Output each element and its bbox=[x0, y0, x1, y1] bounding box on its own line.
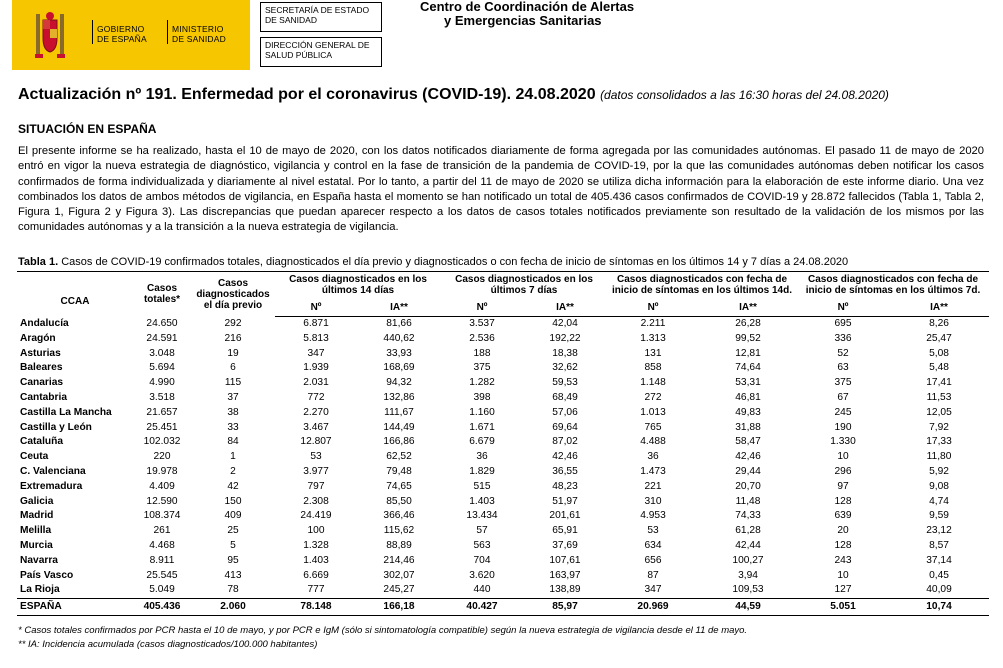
table-cell: 192,22 bbox=[549, 332, 581, 344]
subheader-count: Nº bbox=[275, 298, 357, 317]
table-cell: 42,44 bbox=[735, 539, 761, 551]
table-cell: 3.977 bbox=[303, 465, 329, 477]
table-cell: 12,05 bbox=[926, 406, 952, 418]
table-cell: 138,89 bbox=[549, 584, 581, 596]
table-cell: 440,62 bbox=[383, 332, 415, 344]
table-cell: 36 bbox=[647, 451, 659, 463]
table-cell: 1.473 bbox=[640, 465, 666, 477]
region-name: Extremadura bbox=[20, 480, 83, 492]
table-cell: 25,47 bbox=[926, 332, 952, 344]
region-name: Canarias bbox=[20, 377, 64, 389]
table-cell: 2.031 bbox=[303, 377, 329, 389]
table-cell: 25.451 bbox=[146, 421, 178, 433]
table-cell: 20 bbox=[837, 525, 849, 537]
table-cell: 4.409 bbox=[149, 480, 175, 492]
table-cell: 52 bbox=[837, 347, 849, 359]
table-cell: 375 bbox=[834, 377, 852, 389]
region-name: Cataluña bbox=[20, 436, 64, 448]
region-name: Aragón bbox=[20, 332, 56, 344]
table-cell: 57,06 bbox=[552, 406, 578, 418]
table-cell: 87,02 bbox=[552, 436, 578, 448]
table-row bbox=[17, 524, 989, 539]
table-cell: 24.650 bbox=[146, 317, 178, 329]
table-cell: 62,52 bbox=[386, 451, 412, 463]
table-cell: 94,32 bbox=[386, 377, 412, 389]
table-cell: 102.032 bbox=[143, 436, 181, 448]
footnote-total-cases: * Casos totales confirmados por PCR hasta el 10 de mayo, y por PCR e IgM (sólo si sintomatología compatible) según la nueva estrategia de vigilancia desde el 11 de mayo. bbox=[18, 625, 748, 636]
table-cell: 765 bbox=[644, 421, 662, 433]
table-cell: 220 bbox=[153, 451, 171, 463]
total-cell: 2.060 bbox=[191, 599, 275, 616]
table-cell: 1.148 bbox=[640, 377, 666, 389]
page-title-subtitle: (datos consolidados a las 16:30 horas del 24.08.2020) bbox=[600, 88, 889, 102]
table-cell: 5.049 bbox=[149, 584, 175, 596]
table-cell: 79,48 bbox=[386, 465, 412, 477]
region-name: Navarra bbox=[20, 554, 58, 566]
covid-cases-table bbox=[17, 271, 989, 616]
table-row bbox=[17, 391, 989, 406]
table-row bbox=[17, 317, 989, 332]
table-cell: 245 bbox=[834, 406, 852, 418]
table-cell: 61,28 bbox=[735, 525, 761, 537]
region-name: Asturias bbox=[20, 347, 61, 359]
table-cell: 69,64 bbox=[552, 421, 578, 433]
table-cell: 37 bbox=[227, 391, 239, 403]
table-cell: 292 bbox=[224, 317, 242, 329]
table-cell: 2.211 bbox=[640, 318, 666, 329]
ministry-label bbox=[172, 24, 226, 44]
table-cell: 347 bbox=[644, 584, 662, 596]
header-last-7-days: Casos diagnosticados en los últimos 7 días bbox=[441, 272, 607, 299]
table-cell: 100 bbox=[307, 525, 325, 537]
table-row bbox=[17, 332, 989, 347]
table-cell: 398 bbox=[473, 391, 491, 403]
table-cell: 84 bbox=[227, 436, 239, 448]
table-cell: 111,67 bbox=[384, 406, 414, 418]
page-title-main: Actualización nº 191. Enfermedad por el coronavirus (COVID-19). 24.08.2020 bbox=[18, 86, 596, 103]
table-cell: 42,46 bbox=[552, 451, 578, 463]
table-cell: 5 bbox=[230, 539, 236, 551]
subheader-count: Nº bbox=[607, 298, 699, 317]
table-cell: 8.911 bbox=[149, 554, 175, 566]
table-cell: 58,47 bbox=[735, 436, 761, 448]
table-cell: 67 bbox=[837, 391, 849, 403]
table-cell: 3.620 bbox=[469, 569, 495, 581]
table-cell: 563 bbox=[473, 539, 491, 551]
table-cell: 20,70 bbox=[735, 480, 761, 492]
total-cell: 40.427 bbox=[441, 599, 523, 616]
table-cell: 375 bbox=[473, 362, 491, 374]
table-cell: 0,45 bbox=[929, 569, 949, 581]
table-cell: 8,57 bbox=[929, 539, 949, 551]
table-cell: 11,53 bbox=[926, 391, 952, 403]
table-cell: 33,93 bbox=[386, 347, 412, 359]
table-row bbox=[17, 406, 989, 421]
directorate-line1: DIRECCIÓN GENERAL DE bbox=[265, 40, 370, 50]
table-cell: 38 bbox=[227, 406, 239, 418]
total-cell: 20.969 bbox=[607, 599, 699, 616]
table-cell: 81,66 bbox=[386, 318, 412, 329]
table-cell: 6.669 bbox=[303, 569, 329, 581]
table-cell: 53 bbox=[647, 525, 659, 537]
table-cell: 296 bbox=[834, 465, 852, 477]
table-cell: 4.953 bbox=[640, 510, 666, 522]
table-cell: 17,33 bbox=[926, 436, 952, 448]
table-cell: 409 bbox=[224, 510, 242, 522]
region-name: Cantabria bbox=[20, 391, 67, 403]
table-cell: 1.328 bbox=[303, 539, 329, 551]
table-cell: 1.330 bbox=[830, 436, 856, 448]
secretariat-line1: SECRETARÍA DE ESTADO bbox=[265, 5, 370, 15]
table-cell: 261 bbox=[153, 525, 171, 537]
table-cell: 190 bbox=[834, 421, 852, 433]
region-name: Ceuta bbox=[20, 451, 49, 463]
table-cell: 42 bbox=[227, 480, 239, 492]
table-cell: 3.518 bbox=[149, 391, 175, 403]
footnote-incidence: ** IA: Incidencia acumulada (casos diagnosticados/100.000 habitantes) bbox=[18, 639, 318, 650]
table-cell: 37,69 bbox=[552, 539, 578, 551]
region-name: Castilla y León bbox=[20, 421, 92, 433]
table-cell: 19 bbox=[227, 347, 239, 359]
table-cell: 115,62 bbox=[383, 525, 415, 537]
table-cell: 85,50 bbox=[386, 495, 412, 507]
table-row bbox=[17, 495, 989, 510]
coat-of-arms-icon bbox=[34, 8, 66, 62]
total-cell: 85,97 bbox=[523, 599, 607, 616]
page-title bbox=[18, 86, 889, 104]
table-cell: 78 bbox=[227, 584, 239, 596]
table-cell: 772 bbox=[307, 391, 325, 403]
subheader-incidence: IA** bbox=[889, 298, 989, 317]
table-cell: 6.871 bbox=[303, 318, 329, 329]
table-cell: 4.488 bbox=[640, 436, 666, 448]
region-name: Castilla La Mancha bbox=[20, 406, 112, 418]
table-row bbox=[17, 480, 989, 495]
table-cell: 9,08 bbox=[929, 480, 949, 492]
table-cell: 24.591 bbox=[146, 332, 178, 344]
table-cell: 63 bbox=[837, 362, 849, 374]
table-cell: 42,46 bbox=[735, 451, 761, 463]
table-cell: 310 bbox=[644, 495, 662, 507]
header-ccaa: CCAA bbox=[17, 272, 133, 317]
table-cell: 168,69 bbox=[383, 362, 415, 374]
table-cell: 21.657 bbox=[146, 406, 178, 418]
table-cell: 2.270 bbox=[303, 406, 329, 418]
table-cell: 53 bbox=[310, 451, 322, 463]
table-cell: 74,65 bbox=[386, 480, 412, 492]
total-cell: 78.148 bbox=[275, 599, 357, 616]
center-title-line2: y Emergencias Sanitarias bbox=[444, 13, 602, 28]
table-cell: 150 bbox=[224, 495, 242, 507]
table-caption bbox=[18, 256, 848, 268]
ministry-label-line1: MINISTERIO bbox=[172, 24, 224, 34]
table-cell: 413 bbox=[224, 569, 242, 581]
table-row bbox=[17, 583, 989, 598]
region-name: País Vasco bbox=[20, 569, 74, 581]
table-cell: 19.978 bbox=[146, 465, 178, 477]
table-cell: 57 bbox=[476, 525, 488, 537]
table-cell: 24.419 bbox=[300, 510, 332, 522]
table-cell: 695 bbox=[834, 318, 852, 329]
table-cell: 2.308 bbox=[303, 495, 329, 507]
table-cell: 23,12 bbox=[926, 525, 952, 537]
table-cell: 245,27 bbox=[383, 584, 415, 596]
table-cell: 128 bbox=[834, 539, 852, 551]
table-cell: 99,52 bbox=[735, 332, 761, 344]
table-cell: 656 bbox=[644, 554, 662, 566]
header-last-14-days: Casos diagnosticados en los últimos 14 días bbox=[275, 272, 441, 299]
table-cell: 1.313 bbox=[640, 332, 666, 344]
table-cell: 1.282 bbox=[469, 377, 495, 389]
header-prev-day: Casos diagnosticados el día previo bbox=[191, 272, 275, 317]
table-cell: 25.545 bbox=[146, 569, 178, 581]
table-cell: 188 bbox=[473, 347, 491, 359]
table-cell: 59,53 bbox=[552, 377, 578, 389]
table-cell: 214,46 bbox=[383, 554, 415, 566]
table-cell: 1.013 bbox=[640, 406, 666, 418]
table-cell: 2.536 bbox=[469, 332, 495, 344]
table-cell: 11,48 bbox=[735, 495, 761, 507]
table-cell: 144,49 bbox=[383, 421, 415, 433]
table-cell: 97 bbox=[837, 480, 849, 492]
table-cell: 31,88 bbox=[735, 421, 761, 433]
table-cell: 17,41 bbox=[926, 377, 952, 389]
table-cell: 336 bbox=[834, 332, 852, 344]
table-cell: 11,80 bbox=[926, 451, 952, 463]
table-cell: 10 bbox=[837, 569, 849, 581]
table-cell: 5,48 bbox=[929, 362, 949, 374]
table-row bbox=[17, 421, 989, 436]
table-cell: 37,14 bbox=[926, 554, 952, 566]
secretariat-box bbox=[260, 2, 382, 32]
table-row bbox=[17, 509, 989, 524]
table-cell: 51,97 bbox=[552, 495, 578, 507]
table-cell: 163,97 bbox=[549, 569, 581, 581]
total-cell: 44,59 bbox=[699, 599, 797, 616]
table-cell: 42,04 bbox=[552, 318, 578, 329]
table-cell: 33 bbox=[227, 421, 239, 433]
table-cell: 18,38 bbox=[552, 347, 578, 359]
table-cell: 5,92 bbox=[929, 465, 949, 477]
table-cell: 440 bbox=[473, 584, 491, 596]
table-row bbox=[17, 554, 989, 569]
table-cell: 1.939 bbox=[303, 362, 329, 374]
region-name: Melilla bbox=[20, 525, 52, 537]
table-row bbox=[17, 539, 989, 554]
table-cell: 166,86 bbox=[383, 436, 415, 448]
table-caption-label: Tabla 1. bbox=[18, 256, 59, 268]
table-cell: 3.048 bbox=[149, 347, 175, 359]
table-row bbox=[17, 450, 989, 465]
region-name: La Rioja bbox=[20, 584, 60, 596]
table-cell: 48,23 bbox=[552, 480, 578, 492]
table-cell: 5,08 bbox=[929, 347, 949, 359]
table-cell: 1.829 bbox=[469, 465, 495, 477]
table-cell: 3.467 bbox=[303, 421, 329, 433]
region-name: Murcia bbox=[20, 539, 53, 551]
subheader-incidence: IA** bbox=[357, 298, 441, 317]
table-cell: 87 bbox=[647, 569, 659, 581]
government-label-line1: GOBIERNO bbox=[97, 24, 145, 34]
header-total-cases: Casos totales* bbox=[133, 272, 191, 317]
total-cell: 166,18 bbox=[357, 599, 441, 616]
table-cell: 29,44 bbox=[735, 465, 761, 477]
table-cell: 13.434 bbox=[466, 510, 498, 522]
table-cell: 36,55 bbox=[552, 465, 578, 477]
table-row bbox=[17, 569, 989, 584]
table-cell: 1 bbox=[230, 451, 236, 463]
table-cell: 797 bbox=[307, 480, 325, 492]
table-cell: 3.537 bbox=[469, 318, 495, 329]
table-cell: 12.590 bbox=[146, 495, 178, 507]
header-symptoms-14d: Casos diagnosticados con fecha de inicio de síntomas en los últimos 14d. bbox=[607, 272, 797, 299]
table-cell: 10 bbox=[837, 451, 849, 463]
ministry-label-line2: DE SANIDAD bbox=[172, 34, 226, 44]
logo-divider bbox=[92, 20, 93, 44]
center-title bbox=[420, 0, 634, 28]
table-cell: 243 bbox=[834, 554, 852, 566]
region-name: Madrid bbox=[20, 510, 54, 522]
subheader-count: Nº bbox=[441, 298, 523, 317]
table-row bbox=[17, 435, 989, 450]
table-cell: 74,33 bbox=[735, 510, 761, 522]
government-label bbox=[97, 24, 147, 44]
table-cell: 25 bbox=[227, 525, 239, 537]
table-cell: 272 bbox=[644, 391, 662, 403]
table-caption-text: Casos de COVID-19 confirmados totales, diagnosticados el día previo y diagnosticados o con fecha de inicio de síntomas en los últimos 14 y 7 días a 24.08.2020 bbox=[58, 256, 849, 268]
region-name: C. Valenciana bbox=[20, 465, 86, 477]
table-cell: 347 bbox=[307, 347, 325, 359]
section-heading: SITUACIÓN EN ESPAÑA bbox=[18, 122, 157, 136]
directorate-box bbox=[260, 37, 382, 67]
region-name: Galicia bbox=[20, 495, 54, 507]
table-cell: 115 bbox=[224, 377, 242, 389]
table-cell: 68,49 bbox=[552, 391, 578, 403]
table-row bbox=[17, 347, 989, 362]
secretariat-line2: DE SANIDAD bbox=[265, 15, 317, 25]
table-cell: 40,09 bbox=[926, 584, 952, 596]
table-cell: 88,89 bbox=[386, 539, 412, 551]
table-cell: 132,86 bbox=[383, 391, 415, 403]
header-symptoms-7d: Casos diagnosticados con fecha de inicio de síntomas en los últimos 7d. bbox=[797, 272, 989, 299]
subheader-count: Nº bbox=[797, 298, 889, 317]
total-cell: 5.051 bbox=[797, 599, 889, 616]
table-cell: 704 bbox=[473, 554, 491, 566]
table-cell: 5.813 bbox=[303, 332, 329, 344]
table-cell: 216 bbox=[224, 332, 242, 344]
table-cell: 221 bbox=[644, 480, 662, 492]
table-cell: 65,91 bbox=[552, 525, 578, 537]
total-row bbox=[17, 599, 989, 616]
table-cell: 6.679 bbox=[469, 436, 495, 448]
directorate-line2: SALUD PÚBLICA bbox=[265, 50, 333, 60]
table-cell: 49,83 bbox=[735, 406, 761, 418]
table-cell: 634 bbox=[644, 539, 662, 551]
total-label: ESPAÑA bbox=[17, 599, 133, 616]
total-cell: 10,74 bbox=[889, 599, 989, 616]
table-cell: 46,81 bbox=[735, 391, 761, 403]
table-cell: 1.403 bbox=[469, 495, 495, 507]
table-cell: 639 bbox=[834, 510, 852, 522]
table-cell: 5.694 bbox=[149, 362, 175, 374]
table-cell: 53,31 bbox=[735, 377, 761, 389]
government-label-line2: DE ESPAÑA bbox=[97, 34, 147, 44]
subheader-incidence: IA** bbox=[699, 298, 797, 317]
table-cell: 2 bbox=[230, 465, 236, 477]
table-cell: 3,94 bbox=[738, 569, 758, 581]
table-cell: 1.671 bbox=[469, 421, 495, 433]
subheader-incidence: IA** bbox=[523, 298, 607, 317]
table-cell: 108.374 bbox=[143, 510, 181, 522]
logo-divider bbox=[167, 20, 168, 44]
table-cell: 7,92 bbox=[929, 421, 949, 433]
table-cell: 1.160 bbox=[469, 406, 495, 418]
government-logo-banner bbox=[12, 0, 250, 70]
table-cell: 107,61 bbox=[549, 554, 581, 566]
table-cell: 12.807 bbox=[300, 436, 332, 448]
table-cell: 858 bbox=[644, 362, 662, 374]
table-cell: 36 bbox=[476, 451, 488, 463]
intro-paragraph: El presente informe se ha realizado, hasta el 10 de mayo de 2020, con los datos notificados diariamente de forma agregada por las comunidades autónomas. El pasado 11 de mayo de 2020 entró en vigor la nueva estrategia de diagnóstico, vigilancia y control en la fase de transición de la pandemia de COVID-19, por la que las comunidades autónomas deben notificar los casos confirmados de forma individualizada y diariamente al nivel estatal. Por lo tanto, a partir del 11 de mayo de 2020 se utiliza dicha información para la elaboración de este informe diario. Una vez combinados los datos de ambos métodos de vigilancia, en España hasta el momento se han notificado un total de 405.436 casos confirmados de COVID-19 y 28.872 fallecidos (Tabla 1, Tabla 2, Figura 1, Figura 2 y Figura 3). Las discrepancias que puedan aparecer respecto a los datos de casos totales notificados previamente son resultado de la validación de los mismos por las comunidades autónomas y a la transición a la nueva estrategia de vigilancia. bbox=[18, 145, 984, 234]
table-cell: 100,27 bbox=[732, 554, 764, 566]
table-row bbox=[17, 361, 989, 376]
table-cell: 109,53 bbox=[732, 584, 764, 596]
table-cell: 4,74 bbox=[929, 495, 949, 507]
table-cell: 4.468 bbox=[149, 539, 175, 551]
table-cell: 8,26 bbox=[929, 318, 949, 329]
region-name: Andalucía bbox=[20, 317, 69, 329]
table-cell: 6 bbox=[230, 362, 236, 374]
table-cell: 1.403 bbox=[303, 554, 329, 566]
table-cell: 12,81 bbox=[735, 347, 761, 359]
table-row bbox=[17, 465, 989, 480]
table-cell: 32,62 bbox=[552, 362, 578, 374]
table-cell: 128 bbox=[834, 495, 852, 507]
table-cell: 9,59 bbox=[929, 510, 949, 522]
table-cell: 201,61 bbox=[549, 510, 581, 522]
table-row bbox=[17, 376, 989, 391]
table-cell: 26,28 bbox=[735, 318, 761, 329]
table-cell: 95 bbox=[227, 554, 239, 566]
table-cell: 302,07 bbox=[383, 569, 415, 581]
table-cell: 366,46 bbox=[383, 510, 415, 522]
region-name: Baleares bbox=[20, 362, 63, 374]
table-cell: 777 bbox=[307, 584, 325, 596]
table-cell: 74,64 bbox=[735, 362, 761, 374]
table-cell: 4.990 bbox=[149, 377, 175, 389]
center-title-line1: Centro de Coordinación de Alertas bbox=[420, 0, 635, 14]
total-cell: 405.436 bbox=[133, 599, 191, 616]
table-cell: 127 bbox=[834, 584, 852, 596]
table-cell: 515 bbox=[473, 480, 491, 492]
table-cell: 131 bbox=[644, 347, 662, 359]
